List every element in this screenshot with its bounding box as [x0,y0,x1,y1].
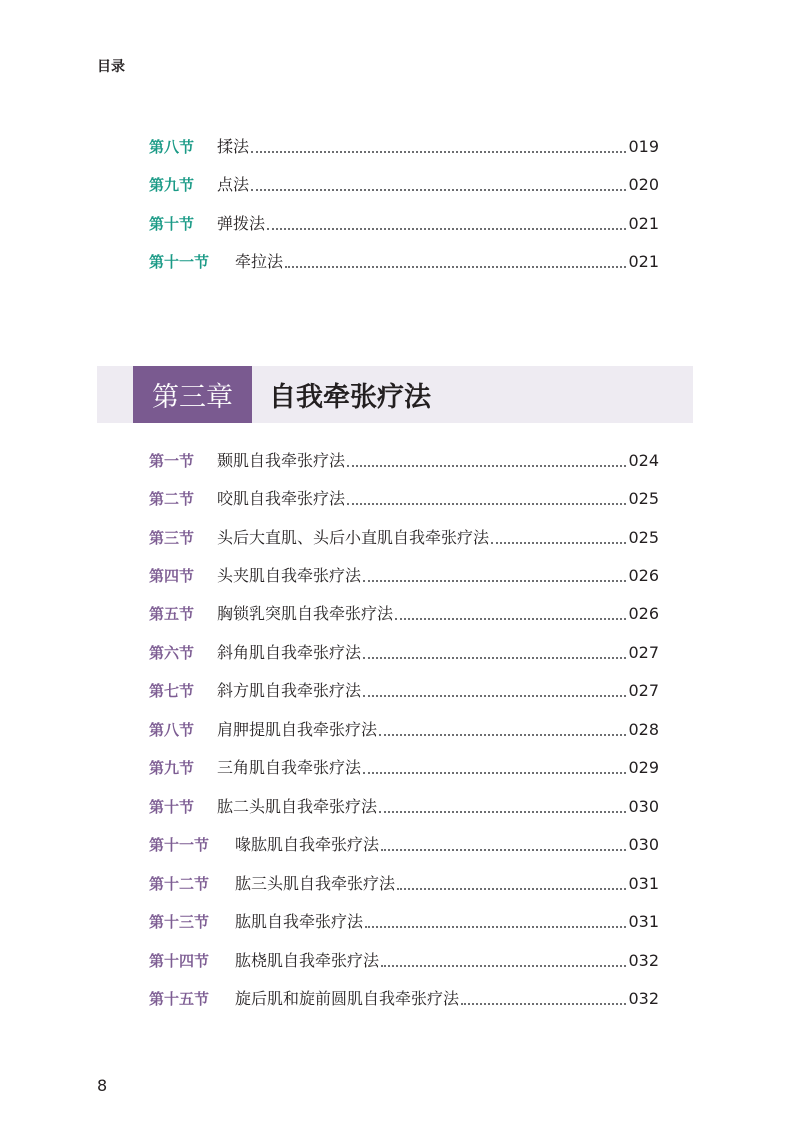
toc-entry[interactable] [149,600,659,624]
toc-entry[interactable] [149,171,659,195]
toc-entry[interactable] [149,716,659,740]
chapter-title: 自我牵张疗法 [269,382,431,413]
page-reference: 027 [628,643,659,662]
toc-entry[interactable] [149,562,659,586]
page-reference: 026 [628,566,659,585]
dot-leader [461,1003,626,1005]
section-title: 揉法 [217,137,250,156]
dot-leader [363,580,626,582]
page-reference: 021 [628,252,659,271]
chapter-heading-band [97,366,693,423]
section-title: 肱桡肌自我牵张疗法 [235,951,380,970]
page-reference: 021 [628,214,659,233]
page-reference: 028 [628,720,659,739]
toc-entry[interactable] [149,985,659,1009]
dot-leader [379,811,626,813]
dot-leader [347,465,626,467]
dot-leader [251,151,626,153]
dot-leader [285,266,626,268]
toc-entry[interactable] [149,831,659,855]
section-title: 牵拉法 [235,252,284,271]
section-number: 第四节 [149,567,195,585]
section-number: 第十一节 [149,253,210,271]
section-title: 肱三头肌自我牵张疗法 [235,874,396,893]
toc-entry[interactable] [149,485,659,509]
page-reference: 026 [628,604,659,623]
running-head: 目录 [97,59,125,75]
dot-leader [491,542,626,544]
page-reference: 032 [628,951,659,970]
section-number: 第九节 [149,759,195,777]
dot-leader [251,189,626,191]
section-title: 肩胛提肌自我牵张疗法 [217,720,378,739]
section-title: 肱二头肌自我牵张疗法 [217,797,378,816]
chapter-number-label: 第三章 [133,366,252,423]
section-title: 斜方肌自我牵张疗法 [217,681,362,700]
page-reference: 031 [628,912,659,931]
toc-entry[interactable] [149,639,659,663]
toc-entry[interactable] [149,248,659,272]
toc-entry[interactable] [149,947,659,971]
page-reference: 019 [628,137,659,156]
section-title: 三角肌自我牵张疗法 [217,758,362,777]
toc-entry[interactable] [149,754,659,778]
dot-leader [379,734,626,736]
page-reference: 025 [628,489,659,508]
page-reference: 031 [628,874,659,893]
dot-leader [347,503,626,505]
section-number: 第二节 [149,490,195,508]
section-number: 第三节 [149,529,195,547]
section-title: 咬肌自我牵张疗法 [217,489,346,508]
section-number: 第九节 [149,176,195,194]
section-title: 斜角肌自我牵张疗法 [217,643,362,662]
section-title: 点法 [217,175,250,194]
dot-leader [267,228,626,230]
toc-entry[interactable] [149,210,659,234]
toc-entry[interactable] [149,524,659,548]
page-reference: 029 [628,758,659,777]
section-number: 第十五节 [149,990,210,1008]
section-title: 颞肌自我牵张疗法 [217,451,346,470]
toc-entry[interactable] [149,447,659,471]
section-number: 第八节 [149,138,195,156]
section-number: 第七节 [149,682,195,700]
section-number: 第八节 [149,721,195,739]
toc-entry[interactable] [149,908,659,932]
section-number: 第五节 [149,605,195,623]
section-number: 第十节 [149,798,195,816]
page-reference: 032 [628,989,659,1008]
page-reference: 027 [628,681,659,700]
dot-leader [363,695,626,697]
section-number: 第六节 [149,644,195,662]
section-title: 头夹肌自我牵张疗法 [217,566,362,585]
page-reference: 030 [628,835,659,854]
dot-leader [363,657,626,659]
toc-entry[interactable] [149,870,659,894]
dot-leader [395,618,626,620]
section-title: 胸锁乳突肌自我牵张疗法 [217,604,394,623]
dot-leader [363,772,626,774]
toc-entry[interactable] [149,677,659,701]
page-reference: 024 [628,451,659,470]
section-number: 第十二节 [149,875,210,893]
page-reference: 025 [628,528,659,547]
section-title: 弹拨法 [217,214,266,233]
page-reference: 030 [628,797,659,816]
section-title: 喙肱肌自我牵张疗法 [235,835,380,854]
dot-leader [397,888,626,890]
section-number: 第十三节 [149,913,210,931]
dot-leader [381,965,626,967]
section-title: 肱肌自我牵张疗法 [235,912,364,931]
section-title: 头后大直肌、头后小直肌自我牵张疗法 [217,528,490,547]
section-number: 第一节 [149,452,195,470]
section-title: 旋后肌和旋前圆肌自我牵张疗法 [235,989,460,1008]
section-number: 第十节 [149,215,195,233]
toc-entry[interactable] [149,793,659,817]
page-number: 8 [97,1076,108,1095]
dot-leader [365,926,626,928]
dot-leader [381,849,626,851]
toc-entry[interactable] [149,133,659,157]
page-reference: 020 [628,175,659,194]
section-number: 第十四节 [149,952,210,970]
section-number: 第十一节 [149,836,210,854]
